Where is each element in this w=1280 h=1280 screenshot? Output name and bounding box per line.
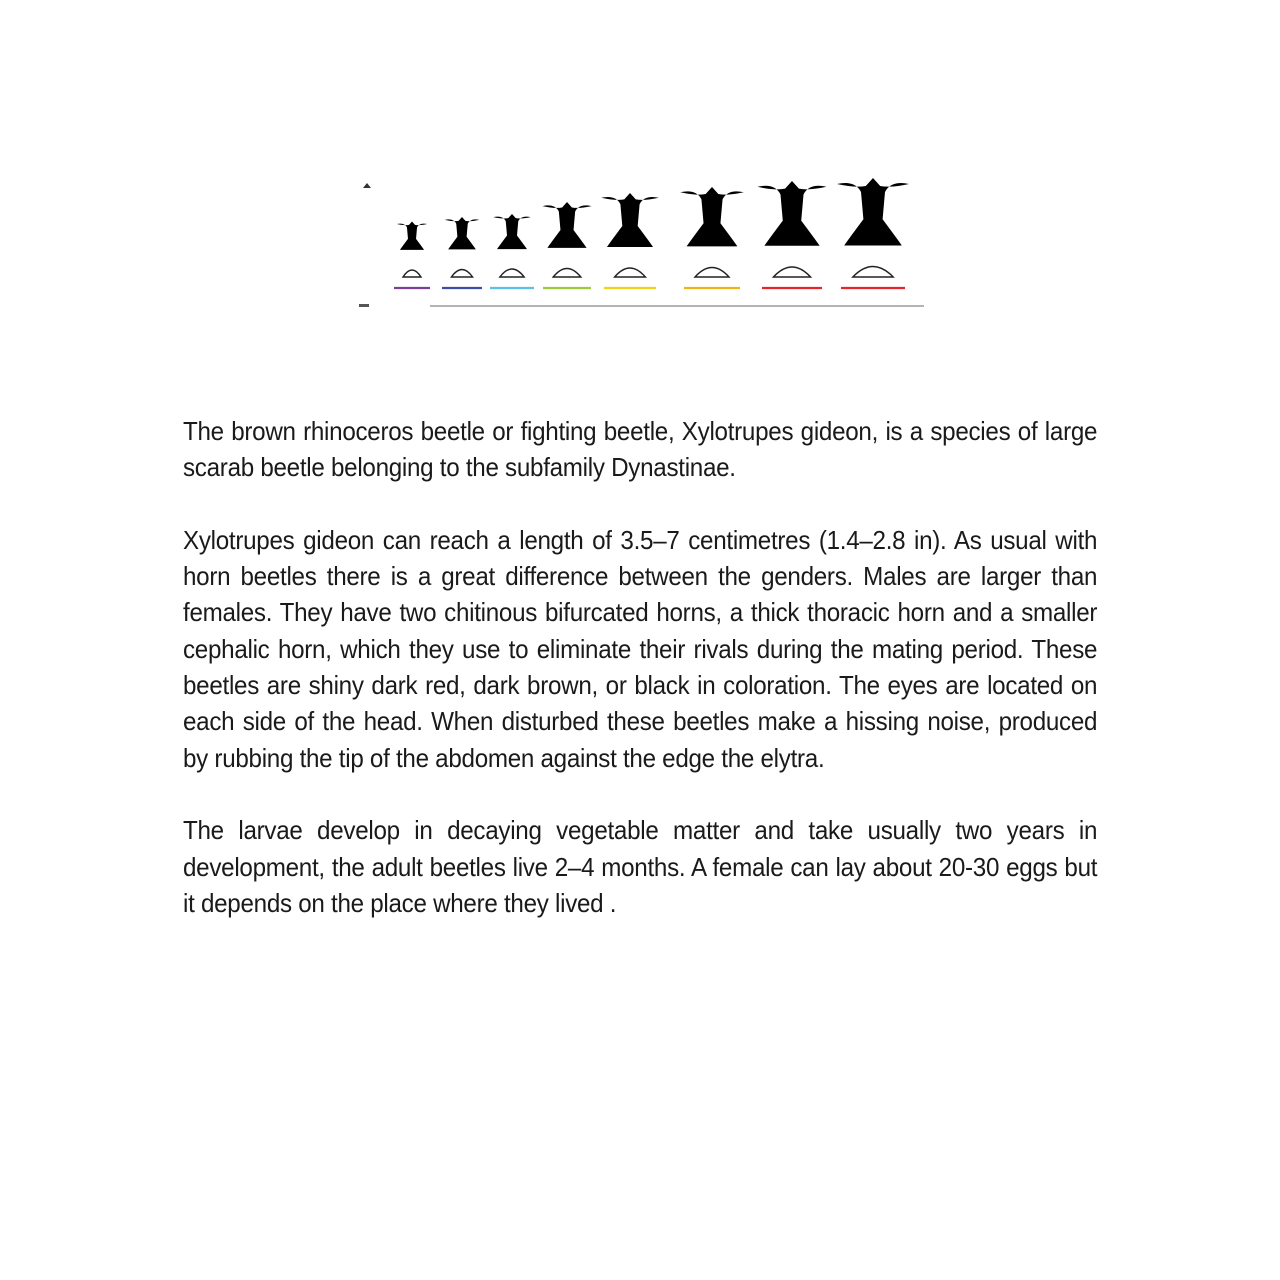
dome-outline-5 bbox=[615, 268, 646, 277]
dome-outline-8 bbox=[853, 267, 893, 278]
body-text bbox=[183, 413, 1097, 957]
horn-silhouette-5 bbox=[601, 193, 659, 247]
dome-outline-4 bbox=[553, 269, 581, 278]
dome-outline-3 bbox=[500, 269, 524, 277]
dome-outline-7 bbox=[773, 267, 810, 277]
paragraph-intro: The brown rhinoceros beetle or fighting beetle, Xylotrupes gideon, is a species of large scarab beetle belonging to the subfamily Dynastinae. bbox=[183, 416, 1098, 483]
paragraph-life-cycle: The larvae develop in decaying vegetable matter and take usually two years in development, the adult beetles live 2–4 months. A female can lay about 20-30 eggs but it depends on the place where they lived . bbox=[183, 815, 1098, 918]
dome-outline-6 bbox=[695, 268, 729, 278]
paragraph-description: Xylotrupes gideon can reach a length of 3.5–7 centimetres (1.4–2.8 in). As usual with horn beetles there is a great difference between the genders. Males are larger than females. They have two chitinous bifurcated horns, a thick thoracic horn and a smaller cephalic horn, which they use to eliminate their rivals during the mating period. These beetles are shiny dark red, dark brown, or black in coloration. The eyes are located on each side of the head. When disturbed these beetles make a hissing noise, produced by rubbing the tip of the abdomen against the edge the elytra. bbox=[183, 524, 1098, 773]
horn-silhouette-3 bbox=[493, 214, 530, 249]
horn-silhouette-6 bbox=[680, 187, 743, 246]
small-marker-top bbox=[363, 183, 371, 188]
horn-size-figure bbox=[350, 170, 930, 315]
horn-silhouette-4 bbox=[543, 202, 592, 248]
horn-size-illustration bbox=[350, 170, 930, 315]
horn-silhouette-8 bbox=[837, 178, 909, 246]
dome-outline-2 bbox=[451, 270, 472, 278]
horn-silhouette-1 bbox=[397, 222, 427, 250]
horn-silhouette-7 bbox=[757, 181, 826, 246]
dome-outline-1 bbox=[403, 270, 421, 277]
small-marker-bottom bbox=[359, 304, 369, 307]
horn-silhouette-2 bbox=[445, 217, 480, 249]
